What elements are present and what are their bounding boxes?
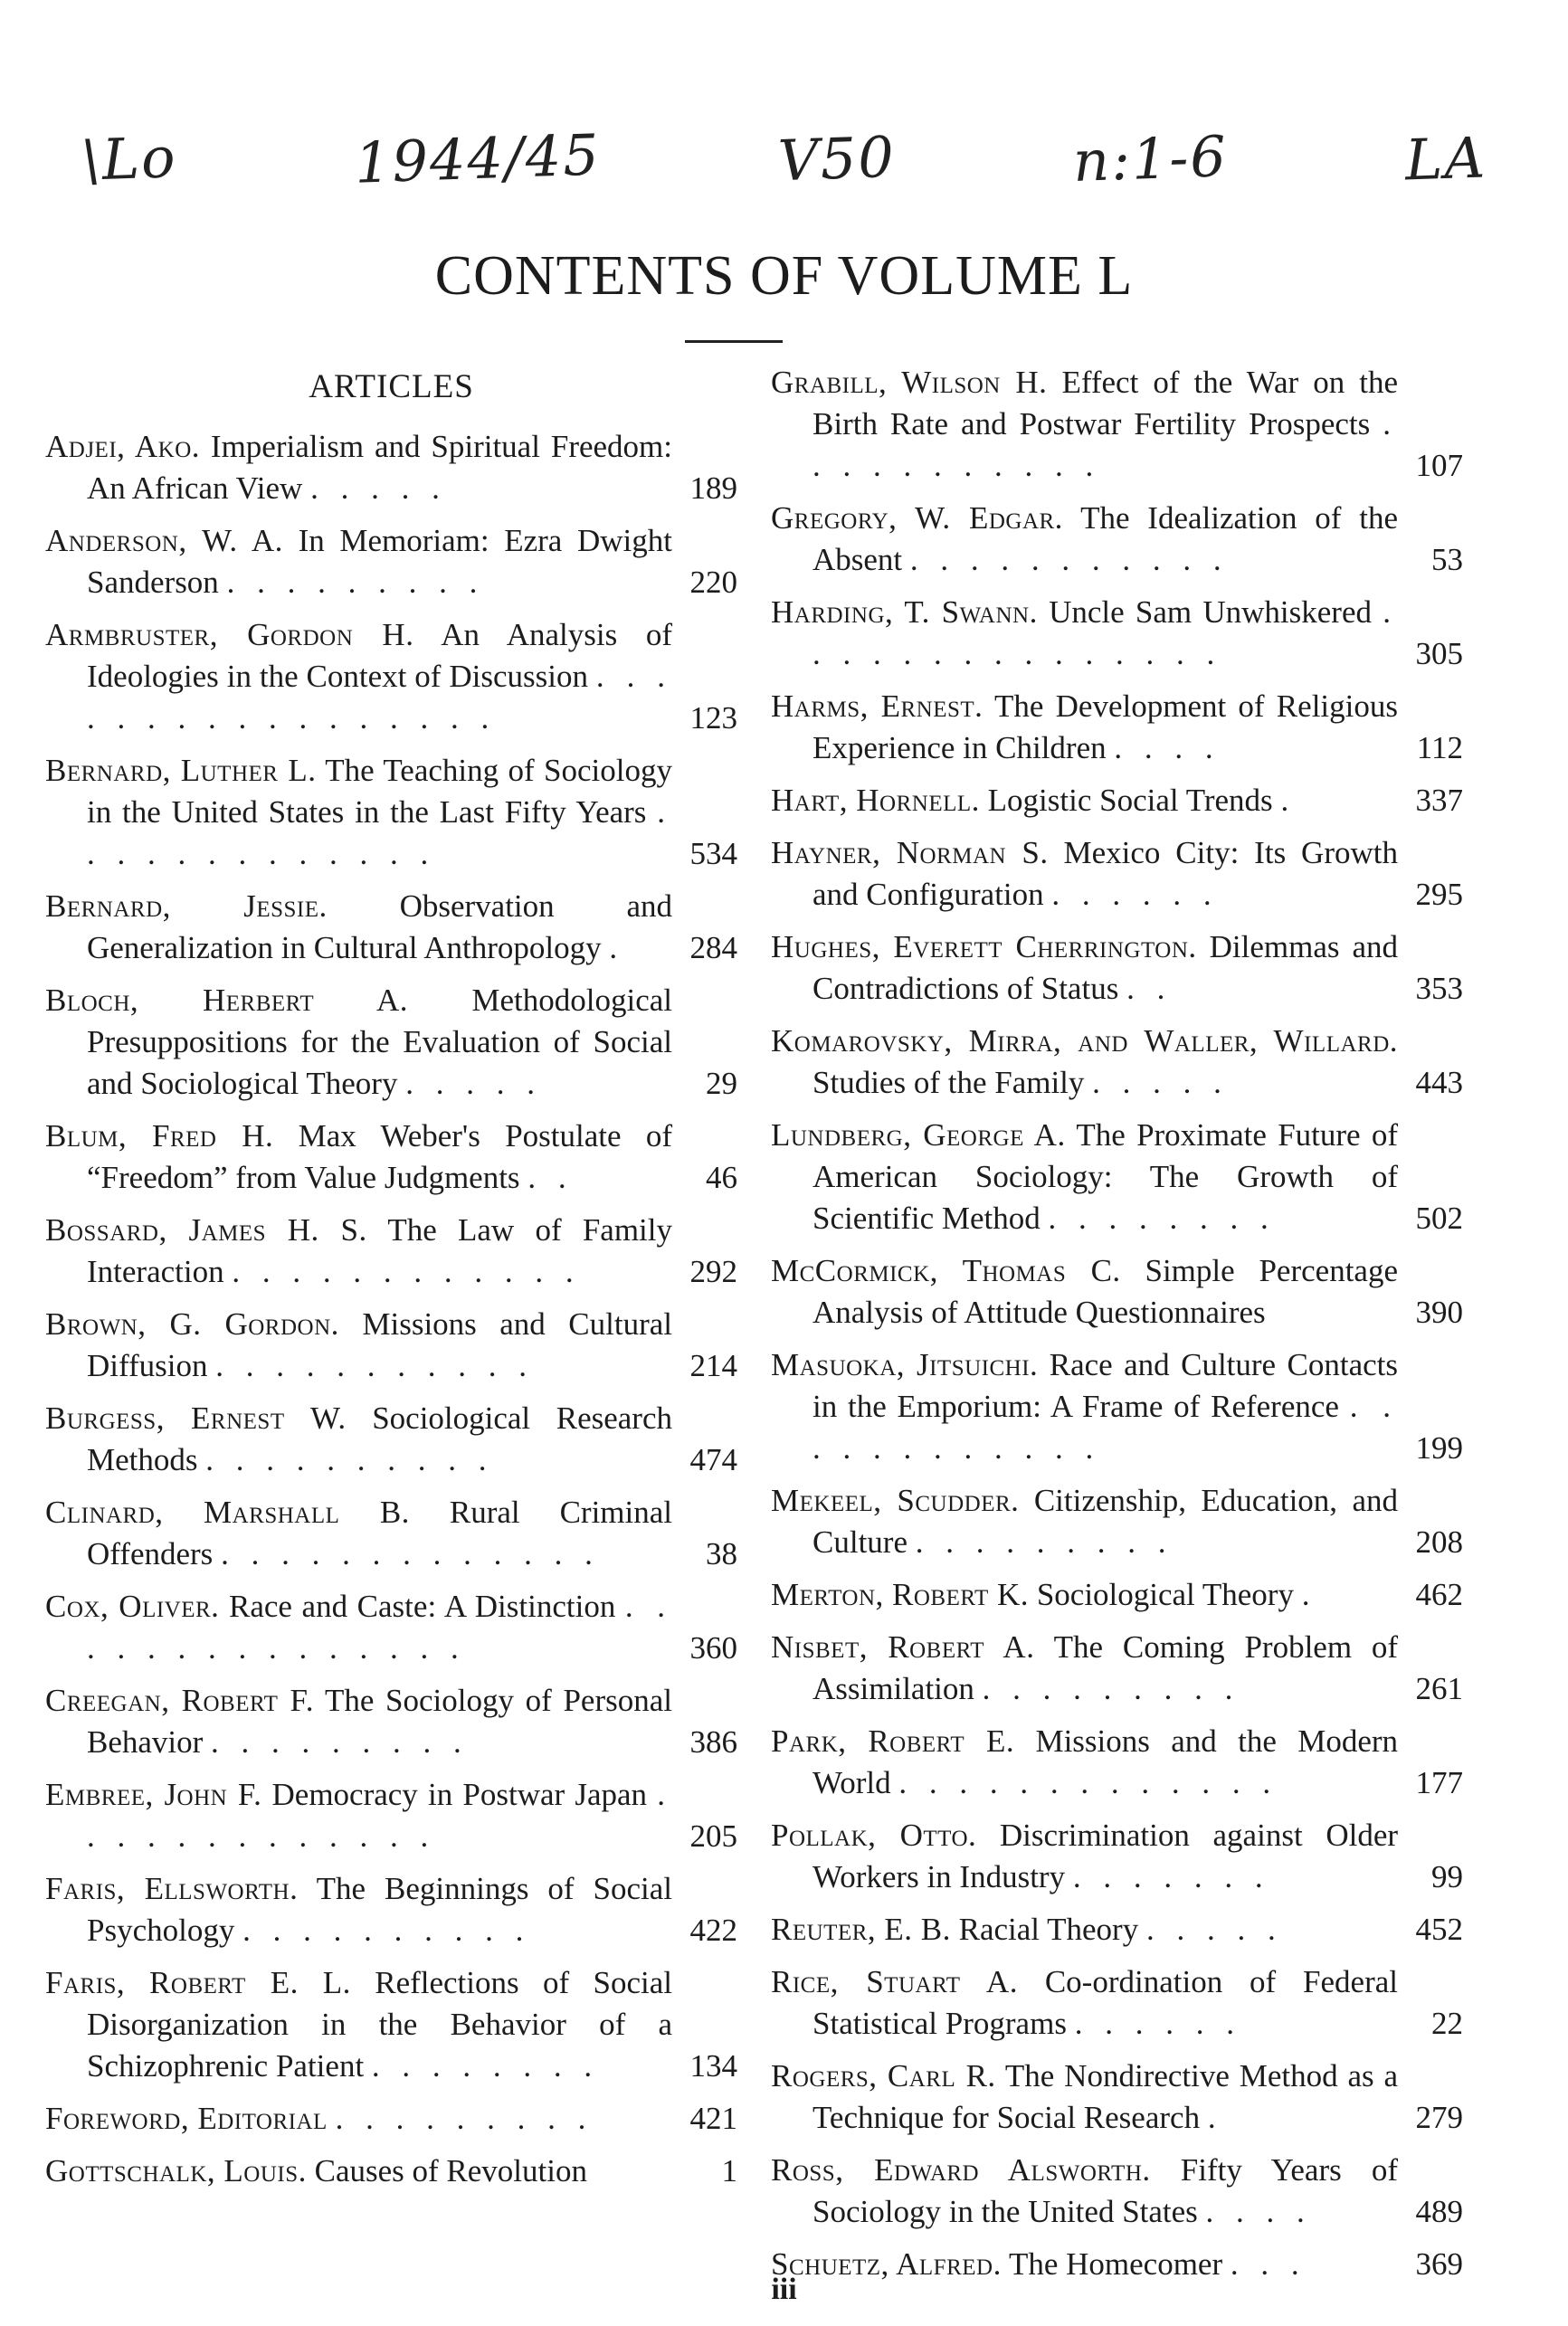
entry-author: Hayner, Norman S. xyxy=(771,835,1049,870)
entry-author: Embree, John F. xyxy=(45,1777,262,1812)
leader-dots: . . . . . . . . . xyxy=(211,1724,469,1760)
entry-page-number: 337 xyxy=(1415,783,1463,818)
leader-dots: . . . . . . . . . xyxy=(982,1671,1240,1706)
page-number: iii xyxy=(771,2273,797,2306)
entry-page-number: 38 xyxy=(706,1536,737,1571)
entry-page-number: 292 xyxy=(689,1254,737,1289)
toc-entry xyxy=(771,2055,1463,2139)
entry-page-number: 360 xyxy=(689,1630,737,1666)
toc-entry xyxy=(771,1480,1463,1563)
leader-dots: . . . . . . . . . . . . . xyxy=(87,794,672,871)
entry-author: Bernard, Jessie. xyxy=(45,888,328,924)
leader-dots: . . . . . . . . . . . . . . . . . xyxy=(87,659,672,736)
entry-author: Merton, Robert K. xyxy=(771,1577,1030,1612)
leader-dots: . . . . . . xyxy=(1051,877,1219,912)
entry-title: Causes of Revolution xyxy=(314,2153,587,2188)
entry-page-number: 295 xyxy=(1415,877,1463,912)
leader-dots: . . . . . xyxy=(310,470,447,506)
entry-page-number: 208 xyxy=(1415,1524,1463,1560)
entry-author: Pollak, Otto. xyxy=(771,1818,977,1853)
entry-page-number: 189 xyxy=(689,470,737,506)
leader-dots: . xyxy=(609,930,625,965)
entry-title: The Homecomer xyxy=(1008,2246,1223,2282)
toc-entry xyxy=(771,1721,1463,1804)
entry-author: Foreword, Editorial xyxy=(45,2101,328,2136)
leader-dots: . . . . . . . . xyxy=(371,2048,600,2084)
entry-title: Racial Theory xyxy=(958,1912,1139,1947)
toc-entry-text xyxy=(45,614,672,739)
toc-entry-text xyxy=(45,1868,672,1951)
toc-entry xyxy=(45,1868,737,1951)
entry-title: Logistic Social Trends xyxy=(987,783,1273,818)
leader-dots: . . . . . . . . . . . . xyxy=(232,1254,581,1289)
toc-entry-text xyxy=(771,2055,1398,2139)
entry-author: Mekeel, Scudder. xyxy=(771,1483,1020,1518)
toc-entry-text xyxy=(45,1304,672,1387)
entry-title: Rural Criminal Offenders xyxy=(87,1495,673,1571)
toc-entry xyxy=(771,592,1463,675)
toc-entry-text xyxy=(45,1774,672,1857)
page-title: CONTENTS OF VOLUME L xyxy=(434,245,1134,307)
entry-page-number: 112 xyxy=(1416,730,1463,765)
toc-entry-text xyxy=(771,1721,1398,1804)
entry-author: Nisbet, Robert A. xyxy=(771,1629,1035,1665)
toc-entry xyxy=(45,1586,737,1669)
toc-entry-text xyxy=(771,1961,1398,2045)
leader-dots: . . . . . . . . . . . . . xyxy=(87,1777,672,1854)
entry-title: The Proximate Future of American Sociology: The Growth of Scientific Method xyxy=(813,1117,1399,1236)
leader-dots: . . . . . . . . . . xyxy=(242,1913,531,1948)
entry-title: Race and Caste: A Distinction xyxy=(229,1589,616,1624)
toc-entry-text xyxy=(45,2098,672,2140)
entry-page-number: 134 xyxy=(689,2048,737,2084)
toc-entry xyxy=(45,1962,737,2087)
toc-entry-text xyxy=(771,926,1398,1010)
toc-entry xyxy=(45,980,737,1105)
entry-title: Sociological Theory xyxy=(1036,1577,1294,1612)
toc-entry xyxy=(771,1250,1463,1334)
toc-entry xyxy=(771,498,1463,581)
entry-author: Blum, Fred H. xyxy=(45,1118,274,1154)
entry-page-number: 489 xyxy=(1415,2194,1463,2229)
entry-title: The Sociology of Personal Behavior xyxy=(87,1683,672,1760)
leader-dots: . . . . . xyxy=(405,1066,542,1101)
leader-dots: . . . . . xyxy=(1092,1065,1229,1100)
entry-title: Imperialism and Spiritual Freedom: An African View xyxy=(87,429,672,506)
toc-entry-text xyxy=(45,2150,672,2192)
entry-author: Burgess, Ernest W. xyxy=(45,1400,347,1436)
entry-page-number: 22 xyxy=(1431,2006,1463,2041)
entry-title: Reflections of Social Disorganization in the Behavior of a Schizophrenic Patient xyxy=(87,1965,672,2084)
toc-entry xyxy=(771,362,1463,487)
entry-title: Discrimination against Older Workers in Industry xyxy=(813,1818,1399,1894)
entry-title: Co-ordination of Federal Statistical Programs xyxy=(813,1964,1399,2041)
toc-entry xyxy=(45,1304,737,1387)
leader-dots: . . . . . . . . . . . . . xyxy=(898,1765,1278,1800)
handwritten-note-3: V50 xyxy=(776,123,897,194)
leader-dots: . . . . . . . . . . . xyxy=(215,1348,535,1383)
entry-page-number: 534 xyxy=(689,836,737,871)
toc-entry xyxy=(45,2098,737,2140)
toc-entry-text xyxy=(771,1250,1398,1334)
entry-title: The Teaching of Sociology in the United States in the Last Fifty Years xyxy=(87,753,672,830)
leader-dots: . . . . xyxy=(1114,730,1221,765)
toc-entry xyxy=(771,686,1463,769)
entry-author: Clinard, Marshall B. xyxy=(45,1495,410,1530)
toc-entry xyxy=(45,1492,737,1575)
entry-page-number: 353 xyxy=(1415,971,1463,1006)
entry-title: The Nondirective Method as a Technique for Social Research xyxy=(813,2058,1398,2135)
right-column xyxy=(771,362,1463,2296)
right-entry-list xyxy=(771,362,1463,2285)
entry-author: Faris, Robert E. L. xyxy=(45,1965,351,2000)
entry-title: Simple Percentage Analysis of Attitude Questionnaires xyxy=(813,1253,1398,1330)
toc-entry-text xyxy=(771,1115,1398,1239)
entry-title: Methodological Presuppositions for the Evaluation of Social and Sociological Theory xyxy=(87,983,673,1101)
entry-author: Harms, Ernest. xyxy=(771,688,984,724)
entry-page-number: 107 xyxy=(1415,448,1463,483)
entry-title: Studies of the Family xyxy=(813,1065,1085,1100)
entry-author: Brown, G. Gordon. xyxy=(45,1306,339,1342)
entry-title: Effect of the War on the Birth Rate and Postwar Fertility Prospects xyxy=(813,365,1398,441)
handwritten-note-5: LA xyxy=(1403,123,1488,194)
toc-entry xyxy=(45,1398,737,1481)
entry-page-number: 390 xyxy=(1415,1295,1463,1330)
toc-entry xyxy=(771,1021,1463,1104)
entry-author: Lundberg, George A. xyxy=(771,1117,1066,1153)
entry-title: Dilemmas and Contradictions of Status xyxy=(813,929,1398,1006)
toc-entry-text xyxy=(45,1586,672,1669)
leader-dots: . . . . xyxy=(1205,2194,1312,2229)
toc-entry xyxy=(771,1909,1463,1951)
toc-entry-text xyxy=(771,498,1398,581)
entry-title: The Law of Family Interaction xyxy=(87,1212,673,1289)
toc-entry xyxy=(771,1574,1463,1616)
toc-entry-text xyxy=(45,1398,672,1481)
entry-page-number: 1 xyxy=(721,2153,737,2188)
entry-author: Reuter, E. B. xyxy=(771,1912,951,1947)
toc-entry xyxy=(771,1344,1463,1469)
handwritten-annotations xyxy=(81,109,1487,208)
leader-dots: . . . . . . . . . . . xyxy=(909,542,1229,577)
entry-title: Missions and Cultural Diffusion xyxy=(87,1306,672,1383)
entry-page-number: 443 xyxy=(1415,1065,1463,1100)
entry-page-number: 99 xyxy=(1431,1859,1463,1894)
entry-title: Fifty Years of Sociology in the United States xyxy=(813,2152,1399,2229)
entry-title: Missions and the Modern World xyxy=(813,1723,1399,1800)
entry-page-number: 474 xyxy=(689,1442,737,1477)
entry-title: Mexico City: Its Growth and Configuration xyxy=(813,835,1398,912)
entry-title: The Idealization of the Absent xyxy=(813,500,1398,577)
entry-author: Rice, Stuart A. xyxy=(771,1964,1018,1999)
handwritten-note-2: 1944/45 xyxy=(353,120,602,196)
entry-author: Bossard, James H. S. xyxy=(45,1212,367,1248)
toc-entry xyxy=(771,780,1463,821)
entry-page-number: 284 xyxy=(689,930,737,965)
entry-author: Bernard, Luther L. xyxy=(45,753,317,788)
leader-dots: . . . . . . . . . xyxy=(226,565,485,600)
entry-page-number: 205 xyxy=(689,1818,737,1854)
leader-dots: . . . . . . . . . . . . xyxy=(813,1389,1399,1466)
entry-page-number: 214 xyxy=(689,1348,737,1383)
entry-page-number: 261 xyxy=(1415,1671,1463,1706)
entry-page-number: 462 xyxy=(1415,1577,1463,1612)
entry-page-number: 422 xyxy=(689,1913,737,1948)
toc-entry xyxy=(45,426,737,509)
entry-page-number: 502 xyxy=(1415,1201,1463,1236)
entry-author: Armbruster, Gordon H. xyxy=(45,617,414,652)
toc-entry-text xyxy=(45,1492,672,1575)
leader-dots: . . xyxy=(1126,971,1173,1006)
entry-author: Anderson, W. A. xyxy=(45,523,283,558)
leader-dots: . xyxy=(1301,1577,1317,1612)
toc-entry-text xyxy=(45,426,672,509)
toc-entry-text xyxy=(771,832,1398,916)
toc-entry xyxy=(45,750,737,875)
entry-author: Gregory, W. Edgar. xyxy=(771,500,1063,536)
title-divider xyxy=(685,340,783,343)
toc-entry-text xyxy=(771,1909,1398,1951)
leader-dots: . . . . . . . . . . . . . xyxy=(221,1536,600,1571)
toc-entry xyxy=(771,1961,1463,2045)
toc-entry xyxy=(45,1680,737,1763)
entry-page-number: 177 xyxy=(1415,1765,1463,1800)
toc-entry-text xyxy=(771,686,1398,769)
entry-title: The Coming Problem of Assimilation xyxy=(813,1629,1399,1706)
toc-entry xyxy=(771,2150,1463,2233)
toc-entry xyxy=(771,832,1463,916)
entry-title: Citizenship, Education, and Culture xyxy=(813,1483,1398,1560)
toc-entry-text xyxy=(771,1815,1398,1898)
leader-dots: . . . . . . . . . xyxy=(335,2101,594,2136)
handwritten-note-4: n:1-6 xyxy=(1071,122,1229,195)
toc-entry-text xyxy=(771,592,1398,675)
toc-entry-text xyxy=(45,750,672,875)
entry-page-number: 46 xyxy=(706,1160,737,1195)
left-column xyxy=(45,362,737,2203)
entry-page-number: 305 xyxy=(1415,636,1463,671)
toc-entry-text xyxy=(45,1680,672,1763)
toc-entry-text xyxy=(45,1210,672,1293)
entry-title: The Development of Religious Experience in Children xyxy=(813,688,1398,765)
toc-entry-text xyxy=(771,1574,1398,1616)
entry-author: Bloch, Herbert A. xyxy=(45,983,409,1018)
toc-entry-text xyxy=(771,1344,1398,1469)
entry-author: Adjei, Ako. xyxy=(45,429,201,464)
entry-title: The Beginnings of Social Psychology xyxy=(87,1871,672,1948)
entry-title: An Analysis of Ideologies in the Context of Discussion xyxy=(87,617,673,694)
leader-dots: . . . . . xyxy=(1145,1912,1283,1947)
toc-entry-text xyxy=(45,1962,672,2087)
toc-entry-text xyxy=(771,780,1398,821)
toc-entry xyxy=(771,1815,1463,1898)
toc-entry xyxy=(45,2150,737,2192)
entry-page-number: 279 xyxy=(1415,2100,1463,2135)
entry-author: Rogers, Carl R. xyxy=(771,2058,996,2093)
entry-author: Harding, T. Swann. xyxy=(771,594,1038,630)
leader-dots: . . . . . . . xyxy=(1072,1859,1270,1894)
toc-entry xyxy=(45,1774,737,1857)
left-entry-list xyxy=(45,426,737,2192)
toc-entry-text xyxy=(771,1627,1398,1710)
toc-entry-text xyxy=(45,520,672,603)
toc-entry-text xyxy=(45,886,672,969)
toc-entry xyxy=(45,520,737,603)
entry-page-number: 452 xyxy=(1415,1912,1463,1947)
toc-entry xyxy=(771,926,1463,1010)
leader-dots: . . . . . . xyxy=(1074,2006,1241,2041)
toc-entry xyxy=(45,614,737,739)
handwritten-note-1: \Lo xyxy=(80,123,178,194)
entry-title: In Memoriam: Ezra Dwight Sanderson xyxy=(87,523,672,600)
entry-page-number: 29 xyxy=(706,1066,737,1101)
entry-author: Creegan, Robert F. xyxy=(45,1683,314,1718)
entry-author: Komarovsky, Mirra, and Waller, Willard. xyxy=(771,1023,1398,1059)
entry-page-number: 123 xyxy=(689,700,737,736)
entry-author: Faris, Ellsworth. xyxy=(45,1871,299,1906)
entry-author: Park, Robert E. xyxy=(771,1723,1015,1759)
entry-title: Race and Culture Contacts in the Emporium: A Frame of Reference xyxy=(813,1347,1398,1424)
toc-entry-text xyxy=(45,1116,672,1199)
entry-title: Sociological Research Methods xyxy=(87,1400,672,1477)
entry-page-number: 369 xyxy=(1415,2246,1463,2282)
entry-title: Democracy in Postwar Japan xyxy=(271,1777,648,1812)
leader-dots: . . . . . . . . . xyxy=(915,1524,1174,1560)
leader-dots: . . xyxy=(527,1160,574,1195)
toc-entry xyxy=(45,1210,737,1293)
section-heading: ARTICLES xyxy=(309,368,474,405)
entry-title: Observation and Generalization in Cultural Anthropology xyxy=(87,888,672,965)
entry-author: Cox, Oliver. xyxy=(45,1589,220,1624)
leader-dots: . xyxy=(1280,783,1297,818)
leader-dots: . xyxy=(1207,2100,1223,2135)
entry-page-number: 53 xyxy=(1431,542,1463,577)
entry-author: Masuoka, Jitsuichi. xyxy=(771,1347,1039,1382)
toc-entry-text xyxy=(771,362,1398,487)
entry-author: McCormick, Thomas C. xyxy=(771,1253,1121,1288)
leader-dots: . . . . . . . . . . xyxy=(205,1442,494,1477)
toc-entry-text xyxy=(771,1480,1398,1563)
entry-author: Grabill, Wilson H. xyxy=(771,365,1048,400)
toc-entry-text xyxy=(771,2150,1398,2233)
toc-entry xyxy=(771,1627,1463,1710)
toc-entry xyxy=(45,1116,737,1199)
toc-entry xyxy=(771,1115,1463,1239)
entry-author: Hart, Hornell. xyxy=(771,783,980,818)
entry-page-number: 386 xyxy=(689,1724,737,1760)
leader-dots: . . . . . . . . . . . xyxy=(813,406,1399,483)
entry-title: Max Weber's Postulate of “Freedom” from Value Judgments xyxy=(87,1118,672,1195)
entry-author: Ross, Edward Alsworth. xyxy=(771,2152,1151,2188)
entry-page-number: 421 xyxy=(689,2101,737,2136)
entry-page-number: 199 xyxy=(1415,1430,1463,1466)
toc-entry xyxy=(45,886,737,969)
entry-page-number: 220 xyxy=(689,565,737,600)
entry-author: Hughes, Everett Cherrington. xyxy=(771,929,1197,964)
entry-author: Schuetz, Alfred. xyxy=(771,2246,1002,2282)
leader-dots: . . . xyxy=(1230,2246,1307,2282)
entry-title: Uncle Sam Unwhiskered xyxy=(1049,594,1372,630)
leader-dots: . . . . . . . . . . . . . . . xyxy=(813,594,1398,671)
leader-dots: . . . . . . . . xyxy=(1048,1201,1276,1236)
entry-author: Gottschalk, Louis. xyxy=(45,2153,307,2188)
toc-entry-text xyxy=(771,1021,1398,1104)
toc-entry-text xyxy=(45,980,672,1105)
leader-dots: . . . . . . . . . . . . . . . xyxy=(87,1589,673,1666)
